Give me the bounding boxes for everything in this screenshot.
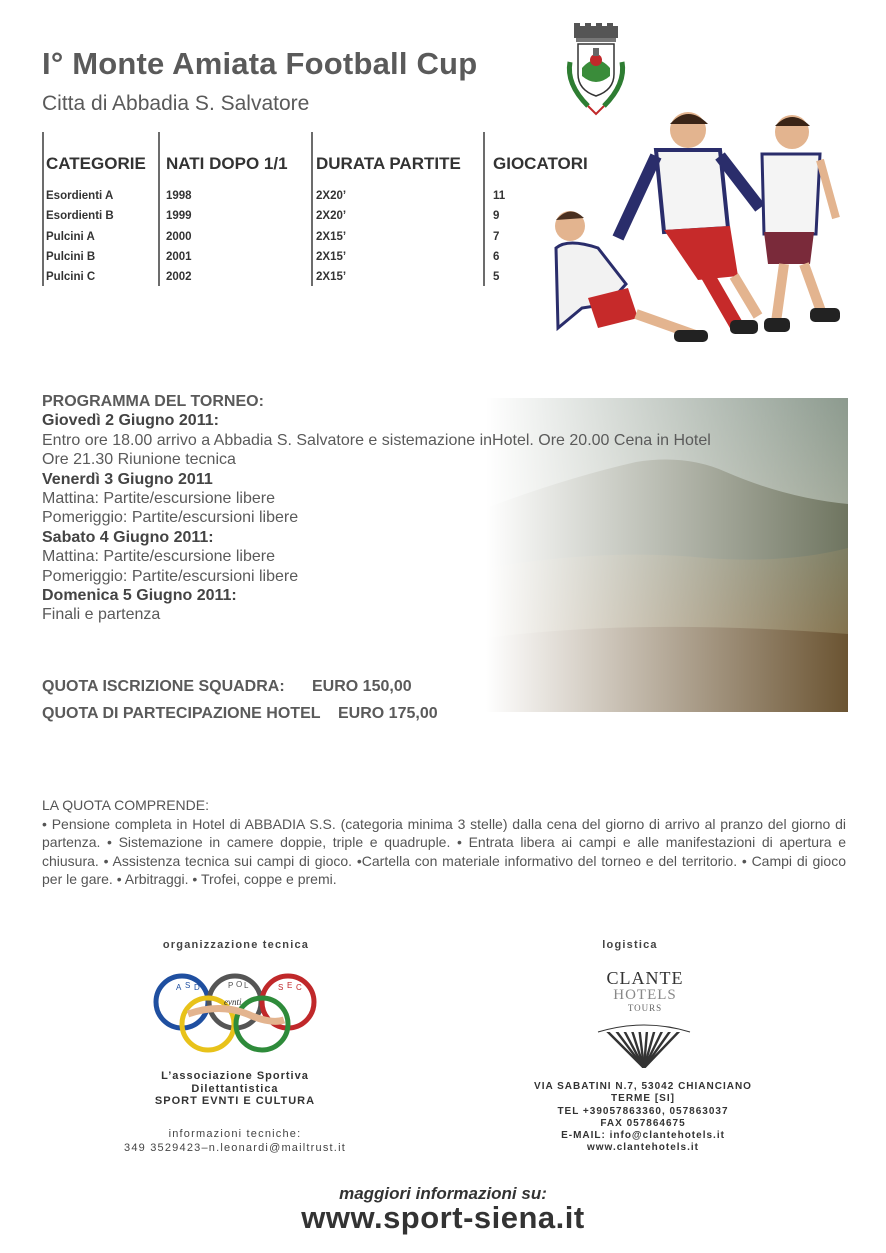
ring-letter: O [236, 980, 243, 989]
logistics-label: logistica [602, 939, 658, 951]
table-column-durata [316, 154, 461, 287]
association-name [100, 1070, 370, 1108]
hotel-fee-label: QUOTA DI PARTECIPAZIONE HOTEL [42, 705, 321, 722]
hotel-fee-amount: EURO 175,00 [338, 705, 438, 722]
address-line: VIA SABATINI N.7, 53042 CHIANCIANO [534, 1081, 752, 1092]
association-line: L’associazione Sportiva [161, 1070, 309, 1082]
fax-line: FAX 057864675 [600, 1117, 686, 1129]
programma-line: Mattina: Partite/escursione libere [42, 548, 275, 566]
info-title: informazioni tecniche: [168, 1128, 302, 1140]
association-line: SPORT EVNTI E CULTURA [154, 1095, 316, 1107]
more-info-label: maggiori informazioni su: [339, 1184, 547, 1203]
logistics-contact [502, 1081, 784, 1155]
table-cell: 2X15’ [316, 250, 347, 263]
ring-center-text: evnti [224, 997, 242, 1007]
table-divider [311, 132, 313, 286]
table-cell: 1998 [166, 190, 192, 202]
email-link[interactable]: E-MAIL: info@clantehotels.it [561, 1130, 725, 1142]
municipal-crest-icon [560, 22, 632, 118]
page-title: I° Monte Amiata Football Cup [42, 46, 478, 81]
table-cell: 11 [493, 190, 506, 202]
table-cell: Pulcini C [46, 271, 96, 284]
table-divider [158, 132, 160, 286]
programma-line: Entro ore 18.00 arrivo a Abbadia S. Salvatore e sistemazione inHotel. Ore 20.00 Cena in Hotel [42, 431, 711, 449]
table-cell: 1999 [166, 210, 192, 223]
table-cell: Esordienti B [46, 210, 114, 223]
ring-letter: P [228, 981, 234, 990]
info-contact: 349 3529423–n.leonardi@mailtrust.it [124, 1141, 346, 1154]
team-fee-amount: EURO 150,00 [312, 678, 412, 695]
table-cell: 2002 [166, 271, 192, 284]
table-divider [42, 132, 44, 286]
team-fee-label: QUOTA ISCRIZIONE SQUADRA: [42, 678, 285, 695]
table-cell: 9 [493, 210, 500, 223]
ring-letter: C [296, 983, 302, 992]
ring-letter: S [185, 981, 191, 990]
table-cell: Esordienti A [46, 190, 114, 202]
ring-letter: L [244, 981, 249, 990]
phone-line: TEL +39057863360, 057863037 [557, 1105, 729, 1117]
table-cell: 2X20’ [316, 210, 347, 223]
table-cell: 2001 [166, 250, 192, 263]
programma-line: Pomeriggio: Partite/escursioni libere [42, 509, 299, 527]
table-column-categorie [46, 154, 146, 287]
table-divider [483, 132, 485, 286]
ring-letter: A [176, 983, 182, 992]
includes-title: LA QUOTA COMPRENDE: [42, 797, 209, 813]
ring-letter: D [194, 983, 200, 992]
clante-logo-text [585, 968, 705, 1013]
programma-line: Pomeriggio: Partite/escursioni libere [42, 567, 299, 585]
organization-label: organizzazione tecnica [162, 939, 310, 951]
programma-day: Giovedì 2 Giugno 2011: [42, 412, 219, 430]
table-header: DURATA PARTITE [316, 154, 461, 173]
table-cell: Pulcini A [46, 230, 95, 243]
table-header: CATEGORIE [46, 154, 146, 173]
technical-info [60, 1128, 410, 1155]
includes-text: • Pensione completa in Hotel di ABBADIA S.S. (categoria minima 3 stelle) dalla cena del giorno di arrivo al pranzo del giorno di partenza. • Sistemazione in camere doppie, triple e quadruple. • Entrata libera ai campi e alle manifestazioni di apertura e chiusura. • Assistenza tecnica sui campi di gioco. •Cartella con materiale informativo del torneo e del territorio. • Campi di gioco per le gare. • Arbitraggi. • Trofei, coppe e premi. [42, 815, 846, 887]
table-header: NATI DOPO 1/1 [166, 154, 288, 173]
ring-letter: E [287, 981, 293, 990]
programma-day: Domenica 5 Giugno 2011: [42, 587, 237, 605]
table-cell: 5 [493, 271, 500, 284]
programma-section [42, 392, 762, 625]
table-cell: 2000 [166, 230, 192, 243]
fees-section [42, 673, 462, 729]
includes-section [42, 796, 846, 889]
olympic-rings-logo [152, 972, 318, 1054]
footer-website-link[interactable]: www.sport-siena.it [301, 1200, 585, 1235]
website-link[interactable]: www.clantehotels.it [587, 1142, 699, 1154]
table-cell: 2X15’ [316, 230, 347, 243]
clante-fan-logo [596, 1018, 692, 1068]
table-cell: Pulcini B [46, 250, 96, 263]
address-line: TERME [SI] [611, 1093, 675, 1105]
programma-day: Venerdì 3 Giugno 2011 [42, 470, 213, 488]
programma-line: Finali e partenza [42, 606, 161, 624]
brand-line: TOURS [627, 1003, 663, 1013]
table-cell: 6 [493, 250, 500, 263]
association-line: Dilettantistica [191, 1082, 279, 1095]
table-cell: 2X15’ [316, 271, 347, 284]
programma-line: Ore 21.30 Riunione tecnica [42, 451, 236, 469]
table-cell: 7 [493, 230, 500, 243]
brand-line: CLANTE [606, 968, 684, 988]
programma-title: PROGRAMMA DEL TORNEO: [42, 393, 264, 410]
table-column-nati [166, 154, 288, 287]
page-subtitle: Citta di Abbadia S. Salvatore [42, 92, 310, 115]
players-photo [548, 108, 848, 358]
ring-letter: S [278, 983, 284, 992]
programma-line: Mattina: Partite/escursione libere [42, 490, 275, 508]
brand-line: HOTELS [613, 987, 677, 1003]
table-header: GIOCATORI [493, 154, 588, 173]
table-cell: 2X20’ [316, 190, 347, 202]
programma-day: Sabato 4 Giugno 2011: [42, 528, 214, 546]
